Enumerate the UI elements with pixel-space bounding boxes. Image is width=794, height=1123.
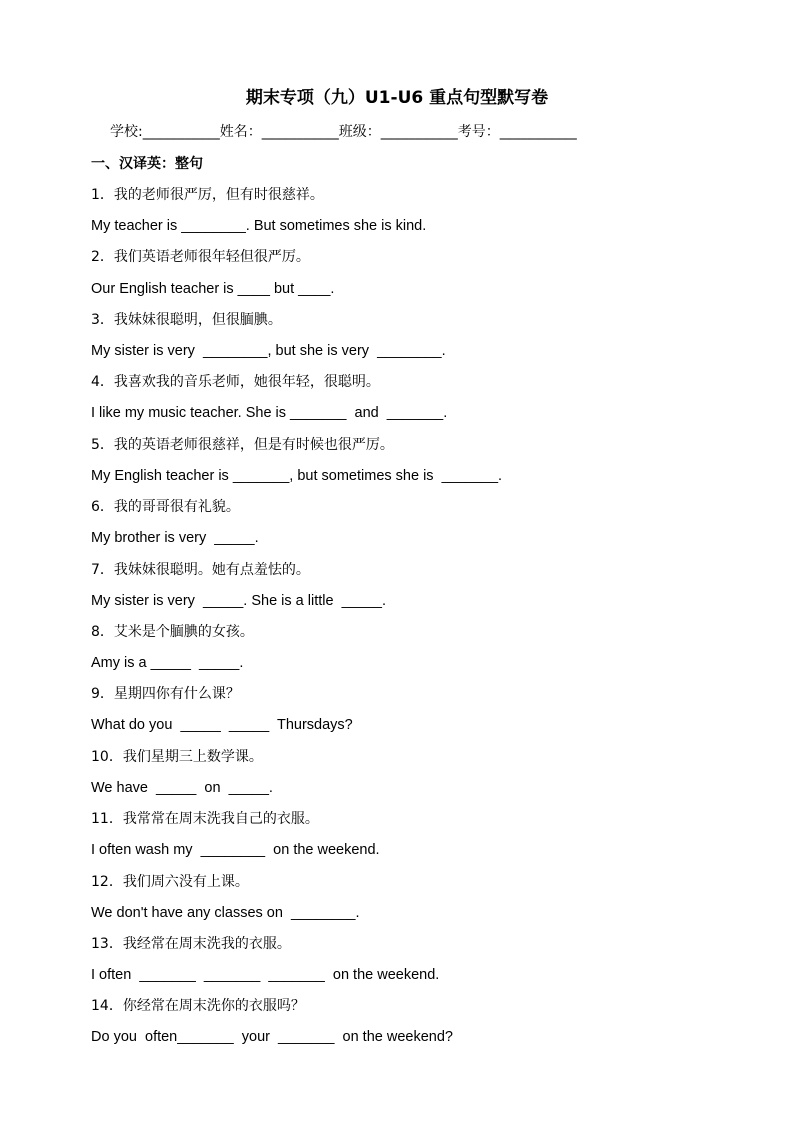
page-title: 期末专项（九）U1-U6 重点句型默写卷 <box>245 88 549 108</box>
answer-english: My English teacher is _______, but sometimes she is _______. <box>91 468 503 484</box>
school-blank: ___________ <box>142 124 220 140</box>
question-chinese: 2．我们英语老师很年轻但很严厉。 <box>91 249 310 265</box>
class-blank: ___________ <box>380 124 458 140</box>
number-label: 考号： <box>457 124 500 140</box>
answer-english: My brother is very _____. <box>91 530 259 546</box>
question-chinese: 14．你经常在周末洗你的衣服吗？ <box>91 998 305 1014</box>
answer-english: We don't have any classes on ________. <box>91 905 360 921</box>
student-info-row <box>110 122 577 142</box>
school-label: 学校: <box>110 124 143 140</box>
question-chinese: 5．我的英语老师很慈祥，但是有时候也很严厉。 <box>91 437 394 453</box>
question-chinese: 13．我经常在周末洗我的衣服。 <box>91 936 291 952</box>
answer-english: Amy is a _____ _____. <box>91 655 244 671</box>
question-chinese: 1．我的老师很严厉，但有时很慈祥。 <box>91 187 324 203</box>
question-chinese: 11．我常常在周末洗我自己的衣服。 <box>91 811 319 827</box>
answer-english: I often _______ _______ _______ on the weekend. <box>91 967 440 983</box>
question-chinese: 10．我们星期三上数学课。 <box>91 749 263 765</box>
name-blank: ___________ <box>261 124 339 140</box>
answer-english: My sister is very ________, but she is very ________. <box>91 343 446 359</box>
section-title: 一、汉译英：整句 <box>91 156 203 172</box>
answer-english: I often wash my ________ on the weekend. <box>91 842 380 858</box>
answer-english: My sister is very _____. She is a little _____. <box>91 593 386 609</box>
question-chinese: 4．我喜欢我的音乐老师，她很年轻，很聪明。 <box>91 374 380 390</box>
class-label: 班级： <box>338 124 381 140</box>
answer-english: What do you _____ _____ Thursdays? <box>91 717 353 733</box>
question-chinese: 3．我妹妹很聪明，但很腼腆。 <box>91 312 282 328</box>
answer-english: Our English teacher is ____ but ____. <box>91 281 335 297</box>
answer-english: My teacher is ________. But sometimes she is kind. <box>91 218 427 234</box>
answer-english: I like my music teacher. She is _______ and _______. <box>91 405 448 421</box>
answer-english: Do you often_______ your _______ on the weekend? <box>91 1029 453 1045</box>
answer-english: We have _____ on _____. <box>91 780 273 796</box>
question-chinese: 12．我们周六没有上课。 <box>91 874 249 890</box>
question-chinese: 9．星期四你有什么课？ <box>91 686 240 702</box>
question-chinese: 8．艾米是个腼腆的女孩。 <box>91 624 254 640</box>
number-blank: ___________ <box>499 124 577 140</box>
question-chinese: 7．我妹妹很聪明。她有点羞怯的。 <box>91 562 310 578</box>
question-chinese: 6．我的哥哥很有礼貌。 <box>91 499 240 515</box>
name-label: 姓名： <box>219 124 262 140</box>
